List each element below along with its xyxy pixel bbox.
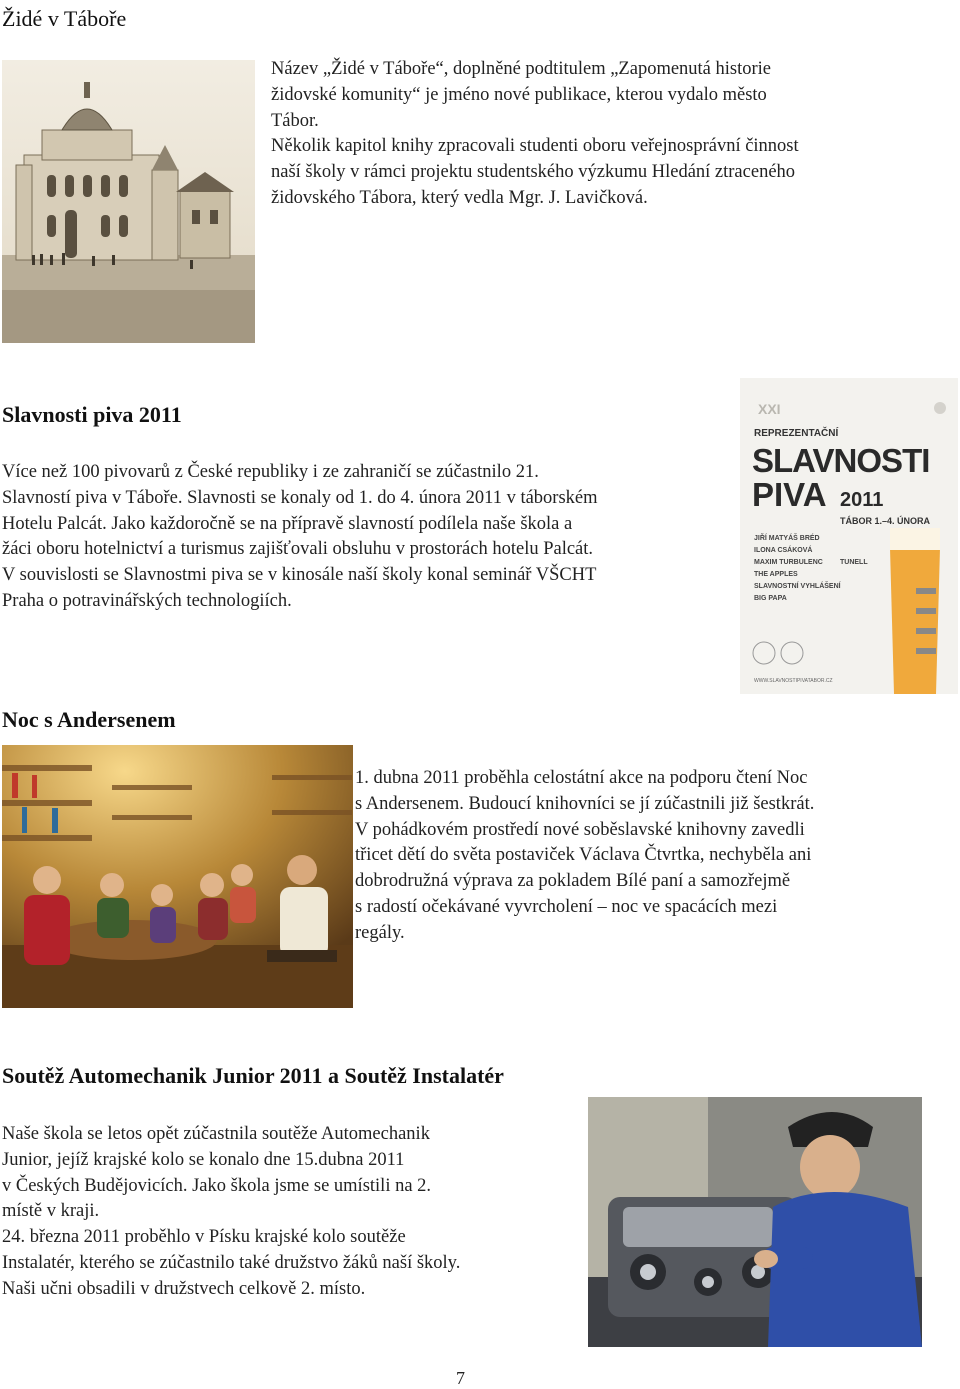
text-line: Naše škola se letos opět zúčastnila soutěže Automechanik	[2, 1124, 430, 1144]
poster-band: JIŘÍ MATYÁŠ BRÉD	[754, 535, 820, 542]
text-line: židovské komunity“ je jméno nové publikace, kterou vydalo město	[271, 84, 767, 105]
section-title-zide: Židé v Táboře	[2, 6, 127, 31]
text-line: žáci oboru hotelnictví a turismus zajišťovali obsluhu v prostorách hotelu Palcát.	[2, 539, 594, 560]
poster-band: ILONA CSÁKOVÁ	[754, 547, 813, 554]
poster-repre: REPREZENTAČNÍ	[754, 428, 839, 439]
poster-band: TUNELL	[840, 559, 868, 566]
text-line: V pohádkovém prostředí nové soběslavské knihovny zavedli	[355, 819, 805, 840]
beer-festival-poster	[740, 378, 958, 694]
text-line: Název „Židé v Táboře“, doplněné podtitulem „Zapomenutá historie	[271, 59, 772, 79]
poster-band: THE APPLES	[754, 571, 798, 578]
poster-band: SLAVNOSTNÍ VYHLÁŠENÍ	[754, 583, 841, 590]
text-line: V souvislosti se Slavnostmi piva se v kinosále naší školy konal seminář VŠCHT	[2, 565, 597, 586]
library-night-photo	[2, 745, 353, 1008]
poster-url: WWW.SLAVNOSTIPIVATABOR.CZ	[754, 678, 833, 684]
text-line: naší školy v rámci projektu studentského výzkumu Hledání ztraceného	[271, 162, 796, 183]
poster-band: BIG PAPA	[754, 595, 787, 602]
text-line: Více než 100 pivovarů z České republiky i ze zahraničí se zúčastnilo 21.	[2, 462, 539, 482]
section-title-automechanik: Soutěž Automechanik Junior 2011 a Soutěž Instalatér	[2, 1063, 504, 1088]
poster-xxi: XXI	[758, 401, 781, 417]
text-line: Tábor.	[271, 110, 319, 131]
text-line: Instalatér, kterého se zúčastnilo také družstvo žáků naší školy.	[2, 1252, 461, 1273]
section-text-andersen	[355, 766, 955, 947]
poster-dates: TÁBOR 1.–4. ÚNORA	[840, 516, 931, 526]
synagogue-photo	[2, 60, 255, 343]
text-line: v Českých Budějovicích. Jako škola jsme se umístili na 2.	[2, 1175, 432, 1196]
poster-year: 2011	[840, 489, 884, 511]
text-line: Junior, jejíž krajské kolo se konalo dne 15.dubna 2011	[2, 1149, 405, 1170]
text-line: s Andersenem. Budoucí knihovníci se jí zúčastnili již šestkrát.	[355, 793, 815, 814]
section-text-automechanik	[2, 1122, 582, 1303]
mechanic-photo	[588, 1097, 922, 1347]
poster-title-2: PIVA	[752, 476, 827, 513]
text-line: třicet dětí do světa postaviček Václava Čtvrtka, nechyběla ani	[355, 845, 812, 866]
text-line: Naši učni obsadili v družstvech celkově 2. místo.	[2, 1278, 366, 1299]
text-line: 24. března 2011 proběhlo v Písku krajské kolo soutěže	[2, 1227, 406, 1248]
page-number: 7	[456, 1368, 465, 1388]
text-line: 1. dubna 2011 proběhla celostátní akce na podporu čtení Noc	[355, 768, 808, 788]
text-line: dobrodružná výprava za pokladem Bílé paní a samozřejmě	[355, 871, 791, 892]
text-line: Praha o potravinářských technologiích.	[2, 590, 292, 611]
text-line: Hotelu Palcát. Jako každoročně se na přípravě slavností podílela naše škola a	[2, 513, 573, 534]
text-line: místě v kraji.	[2, 1201, 100, 1222]
poster-title-1: SLAVNOSTI	[752, 442, 930, 479]
poster-band: MAXIM TURBULENC	[754, 559, 823, 566]
text-line: regály.	[355, 922, 405, 943]
text-line: židovského Tábora, který vedla Mgr. J. Lavičková.	[271, 187, 648, 208]
text-line: s radostí očekávané vyvrcholení – noc ve spacácích mezi	[355, 896, 778, 917]
section-title-andersen: Noc s Andersenem	[2, 707, 176, 732]
text-line: Slavností piva v Táboře. Slavnosti se konaly od 1. do 4. února 2011 v táborském	[2, 487, 598, 508]
section-text-zide	[271, 57, 951, 212]
text-line: Několik kapitol knihy zpracovali studenti oboru veřejnosprávní činnost	[271, 136, 799, 157]
section-title-slavnosti: Slavnosti piva 2011	[2, 402, 182, 427]
section-text-slavnosti	[2, 460, 734, 615]
